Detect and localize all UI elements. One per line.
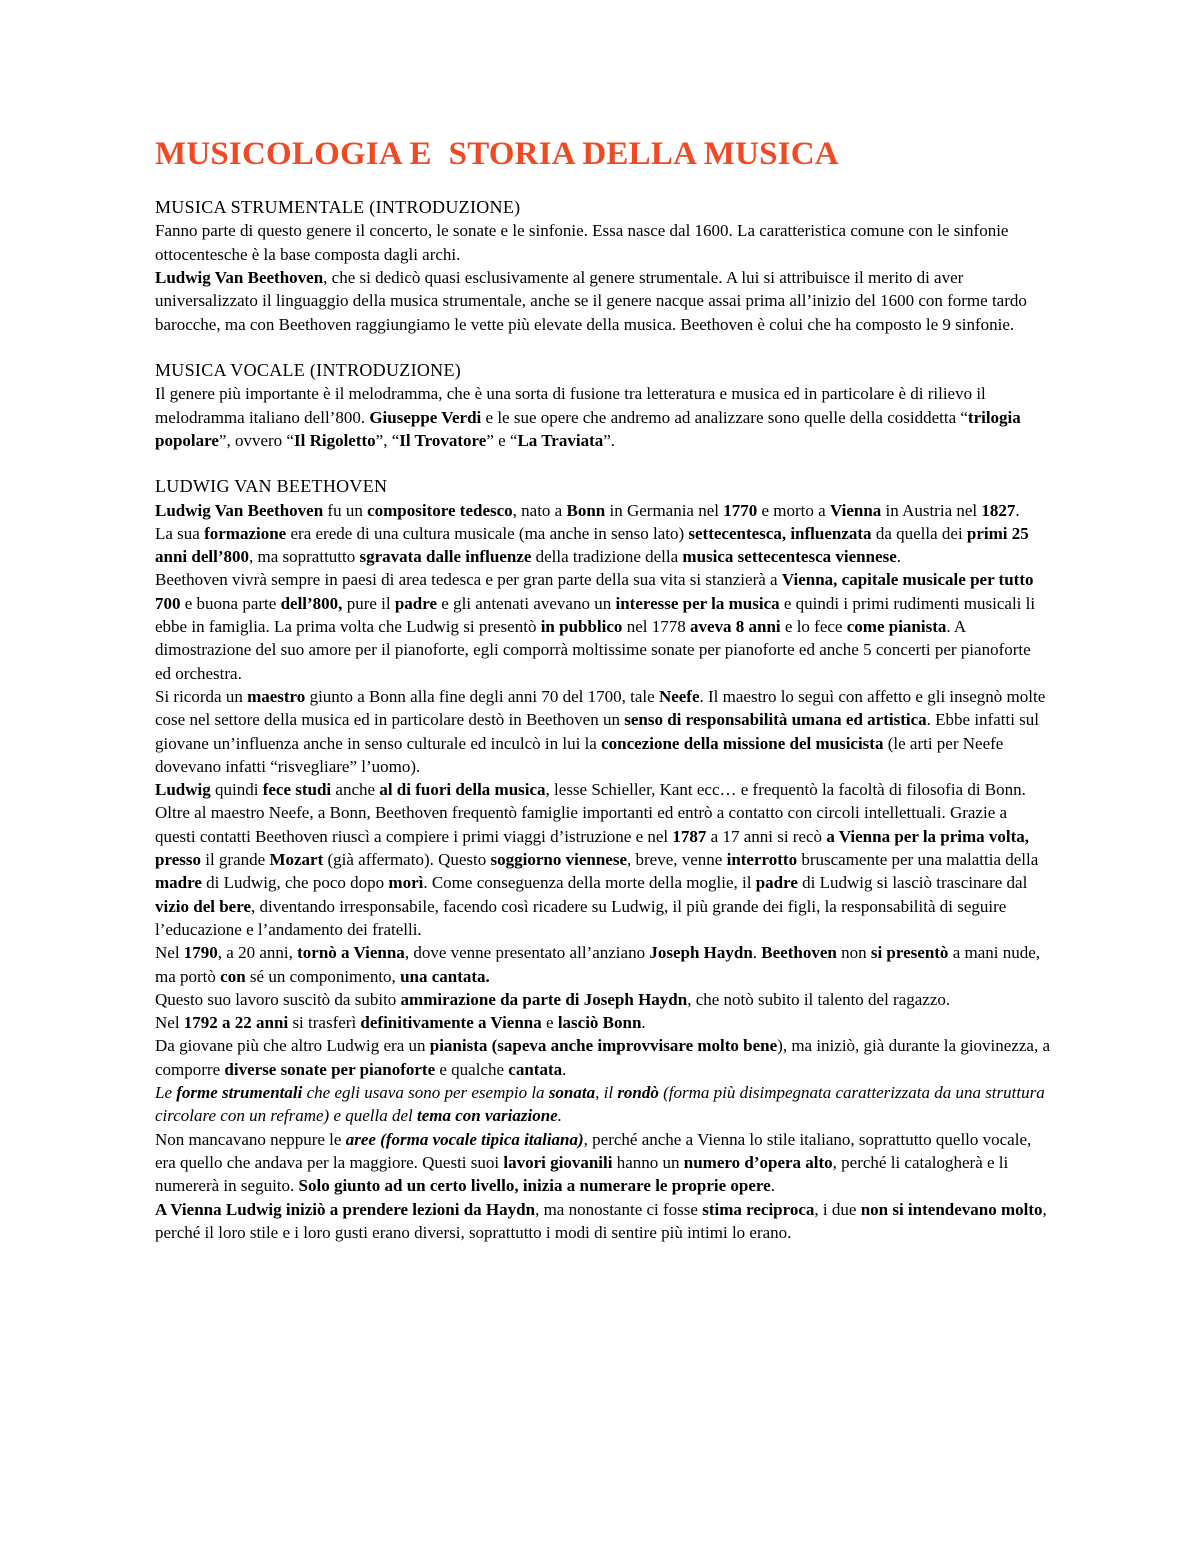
bold-text: aree (forma vocale tipica italiana) [345,1129,584,1149]
bold-text: interesse per la musica [615,593,780,613]
bold-text: Ludwig Van Beethoven [155,268,324,287]
bold-text: non si intendevano molto [860,1199,1043,1219]
bold-text: La Traviata [517,430,604,450]
paragraph: Ludwig Van Beethoven fu un compositore tedesco, nato a Bonn in Germania nel 1770 e morto a Vienna in Austria nel 1827. [155,500,1020,520]
section-heading: MUSICA VOCALE (INTRODUZIONE) [155,359,462,380]
bold-text: una cantata. [400,966,490,986]
bold-text: Neefe [658,686,700,706]
bold-text: 1827 [981,500,1016,520]
bold-text: A Vienna Ludwig iniziò a prendere lezioni da Haydn [155,1199,536,1219]
paragraph: Questo suo lavoro suscitò da subito ammirazione da parte di Joseph Haydn, che notò subito il talento del ragazzo. [155,989,951,1009]
bold-text: trilogia popolare [155,407,1021,450]
bold-text: padre [755,873,798,893]
section-heading: LUDWIG VAN BEETHOVEN [155,476,388,497]
bold-text: diverse sonate per pianoforte [224,1059,436,1079]
bold-text: vizio del bere [155,896,251,916]
bold-text: fece studi [262,780,332,800]
bold-text: 1770 [723,500,758,520]
paragraph: Ludwig quindi fece studi anche al di fuori della musica, lesse Schieller, Kant ecc… e frequentò la facoltà di filosofia di Bonn. [155,780,1026,800]
italic-text: che egli usava sono per esempio la [302,1083,549,1103]
bold-text: Giuseppe Verdi [369,407,482,427]
bold-text: padre [394,593,438,613]
paragraph: Nel 1790, a 20 anni, tornò a Vienna, dove venne presentato all’anziano Joseph Haydn. Beethoven non si presentò a mani nude, ma portò con sé un componimento, una cantata. [155,943,1041,986]
bold-text: madre [155,873,202,893]
bold-text: sonata [548,1083,596,1103]
paragraph: Oltre al maestro Neefe, a Bonn, Beethoven frequentò famiglie importanti ed entrò a contatto con circoli intellettuali. Grazie a questi contatti Beethoven riuscì a compiere i primi viaggi d’istruzione e nel 1787 a 17 anni si recò a Vienna per la prima volta, presso il grande Mozart (già affermato). Questo soggiorno viennese, breve, venne interrotto bruscamente per una malattia della madre di Ludwig, che poco dopo morì. Come conseguenza della morte della moglie, il padre di Ludwig si lasciò trascinare dal vizio del bere, diventando irresponsabile, facendo così ricadere su Ludwig, il più grande dei figli, la responsabilità di seguire l’educazione e l’andamento dei fratelli. [155,803,1039,939]
bold-text: Ludwig Van Beethoven [155,500,324,520]
sections-container [155,196,1050,1244]
paragraph: Fanno parte di questo genere il concerto, le sonate e le sinfonie. Essa nasce dal 1600. La caratteristica comune con le sinfonie ottocentesche è la base composta dagli archi. [155,221,1009,264]
section [155,475,1050,1244]
document-body [155,134,1050,1267]
bold-text: Vienna, capitale musicale per tutto 700 [155,570,1034,613]
bold-text: stima reciproca [702,1199,815,1219]
paragraph: La sua formazione era erede di una cultura musicale (ma anche in senso lato) settecentesca, influenzata da quella dei primi 25 anni dell’800, ma soprattutto sgravata dalle influenze della tradizione della musica settecentesca viennese. [155,523,1029,567]
paragraph [155,1081,1050,1128]
bold-text: come pianista [846,617,947,637]
bold-text: Il Trovatore [399,430,487,450]
paragraph: Da giovane più che altro Ludwig era un pianista (sapeva anche improvvisare molto bene), ma iniziò, già durante la giovinezza, a comporre diverse sonate per pianoforte e qualche cantata. [155,1036,1050,1079]
paragraph: Ludwig Van Beethoven, che si dedicò quasi esclusivamente al genere strumentale. A lui si attribuisce il merito di aver universalizzato il linguaggio della musica strumentale, anche se il genere nacque assai prima all’inizio del 1600 con forme tardo barocche, ma con Beethoven raggiungiamo le vette più elevate della musica. Beethoven è colui che ha composto le 9 sinfonie. [155,268,1027,334]
bold-text: si presentò [870,943,949,963]
bold-text: pianista (sapeva anche improvvisare molto bene [429,1036,778,1056]
bold-text: tema con variazione [417,1106,558,1126]
italic-text: . [557,1106,562,1126]
document-title: MUSICOLOGIA E STORIA DELLA MUSICA [155,136,839,172]
bold-text: primi 25 anni dell’800 [155,523,1029,567]
bold-text: soggiorno viennese [490,850,627,870]
paragraph: A Vienna Ludwig iniziò a prendere lezioni da Haydn, ma nonostante ci fosse stima reciproca, i due non si intendevano molto, perché il loro stile e i loro gusti erano diversi, soprattutto i modi di sentire più intimi lo erano. [155,1199,1047,1242]
bold-text: numero d’opera alto [683,1152,833,1172]
bold-text: tornò a Vienna [297,943,405,963]
bold-text: forme strumentali [176,1083,303,1103]
bold-text: senso di responsabilità umana ed artistica [624,710,927,730]
bold-text: dell’800, [280,593,343,613]
bold-text: al di fuori della musica [379,780,546,800]
bold-text: maestro [247,686,306,706]
bold-text: aveva 8 anni [689,617,781,637]
bold-text: 1787 [672,826,707,846]
bold-text: cantata [508,1059,563,1079]
bold-text: 1790 [183,943,218,963]
bold-text: 1792 a 22 anni [183,1013,289,1033]
bold-text: Bonn [566,500,606,520]
bold-text: Joseph Haydn [649,943,753,963]
bold-text: Mozart [269,850,324,870]
bold-text: sgravata dalle influenze [359,547,532,567]
section [155,196,1050,336]
bold-text: Beethoven [761,943,837,963]
section [155,359,1050,452]
bold-text: definitivamente a Vienna [360,1013,542,1033]
bold-text: concezione della missione del musicista [601,733,884,753]
bold-text: formazione [204,523,287,543]
paragraph: Non mancavano neppure le aree (forma vocale tipica italiana), perché anche a Vienna lo stile italiano, soprattutto quello vocale, era quello che andava per la maggiore. Questi suoi lavori giovanili hanno un numero d’opera alto, perché li catalogherà e li numererà in seguito. Solo giunto ad un certo livello, inizia a numerare le proprie opere. [155,1129,1032,1196]
bold-text: a Vienna per la prima volta, presso [155,826,1030,870]
bold-text: Vienna [829,500,882,520]
paragraph: Si ricorda un maestro giunto a Bonn alla fine degli anni 70 del 1700, tale Neefe. Il maestro lo seguì con affetto e gli insegnò molte cose nel settore della musica ed in particolare destò in Beethoven un senso di responsabilità umana ed artistica. Ebbe infatti sul giovane un’influenza anche in senso culturale ed inculcò in lui la concezione della missione del musicista (le arti per Neefe dovevano infatti “risvegliare” l’uomo). [155,686,1046,776]
bold-text: musica settecentesca viennese [682,547,897,567]
bold-text: ammirazione da parte di Joseph Haydn [400,989,688,1009]
paragraph: Beethoven vivrà sempre in paesi di area tedesca e per gran parte della sua vita si stanzierà a Vienna, capitale musicale per tutto 700 e buona parte dell’800, pure il padre e gli antenati avevano un interesse per la musica e quindi i primi rudimenti musicali li ebbe in famiglia. La prima volta che Ludwig si presentò in pubblico nel 1778 aveva 8 anni e lo fece come pianista. A dimostrazione del suo amore per il pianoforte, egli comporrà moltissime sonate per pianoforte ed anche 5 concerti per pianoforte ed orchestra. [155,570,1036,683]
bold-text: rondò [617,1083,659,1103]
bold-text: in pubblico [540,617,623,637]
section-heading: MUSICA STRUMENTALE (INTRODUZIONE) [155,197,521,217]
bold-text: settecentesca, influenzata [688,523,872,543]
paragraph: Il genere più importante è il melodramma, che è una sorta di fusione tra letteratura e musica ed in particolare è di rilievo il melodramma italiano dell’800. Giuseppe Verdi e le sue opere che andremo ad analizzare sono quelle della cosiddetta “trilogia popolare”, ovvero “Il Rigoletto”, “Il Trovatore” e “La Traviata”. [155,384,1021,450]
italic-text: , il [595,1083,618,1103]
bold-text: interrotto [726,850,798,870]
bold-text: morì [388,873,424,893]
paragraph: Nel 1792 a 22 anni si trasferì definitivamente a Vienna e lasciò Bonn. [155,1013,646,1033]
bold-text: Il Rigoletto [293,430,376,450]
bold-text: Solo giunto ad un certo livello, inizia a numerare le proprie opere [298,1176,771,1196]
bold-text: lasciò Bonn [557,1013,642,1033]
italic-text: (forma più disimpegnata caratterizzata da una struttura circolare con un reframe) e quella del [155,1083,1045,1126]
bold-text: lavori giovanili [503,1152,613,1172]
bold-text: compositore tedesco [367,500,513,520]
italic-text: Le [155,1083,177,1103]
bold-text: con [220,966,246,986]
bold-text: Ludwig [155,780,211,800]
